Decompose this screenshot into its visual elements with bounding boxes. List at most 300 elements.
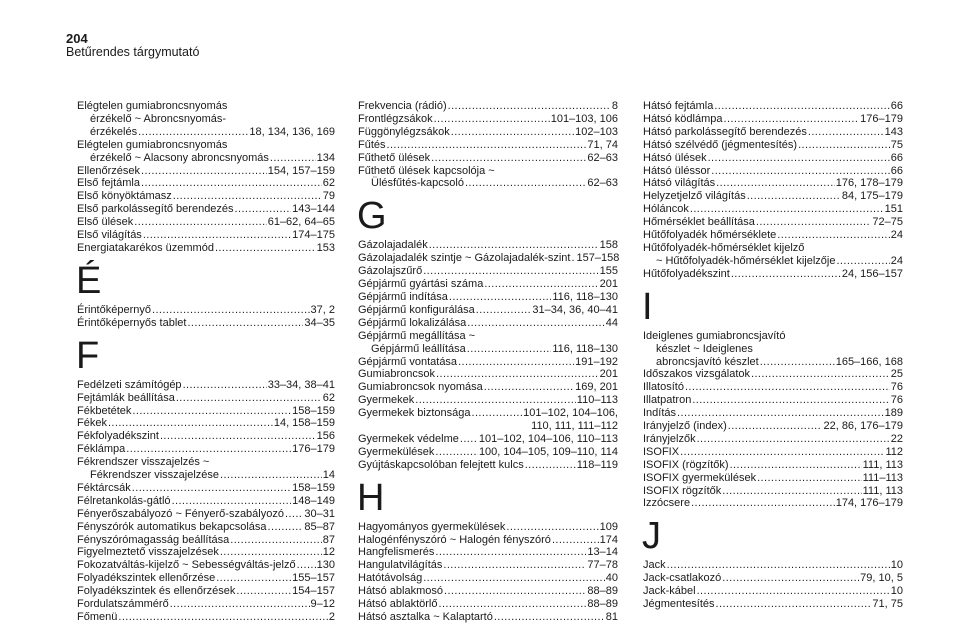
entry-pages: 189 (884, 407, 903, 420)
entry-pages: 157–158 (576, 252, 620, 265)
index-entry (358, 433, 618, 446)
entry-term: Jack-csatlakozó (643, 572, 722, 585)
dot-leader (467, 317, 605, 330)
index-entry (358, 381, 618, 394)
dot-leader (423, 265, 598, 278)
index-entry (358, 368, 618, 381)
entry-pages: 66 (890, 100, 903, 112)
entry-term: Gépjármű lokalizálása (358, 316, 467, 329)
entry-term: Hátsó asztalka ~ Kalaptartó (358, 611, 493, 623)
section-letter: H (357, 476, 385, 519)
entry-term: Első könyöktámasz (77, 190, 172, 203)
entry-pages: 24 (890, 254, 903, 267)
entry-pages: 151 (884, 203, 903, 216)
index-entry (77, 139, 335, 165)
entry-pages: 176–179 (860, 112, 903, 125)
index-entry (358, 330, 618, 356)
index-entry (77, 216, 335, 229)
dot-leader (747, 190, 841, 203)
dot-leader (798, 139, 890, 152)
index-entry (77, 508, 335, 521)
index-entry (643, 216, 903, 229)
index-entry (358, 317, 618, 330)
index-entry (77, 443, 335, 456)
index-entry (358, 165, 618, 191)
entry-term: Függönylégzsákok (358, 125, 450, 138)
entry-pages: 148–149 (292, 494, 335, 507)
entry-term: érzékelés (90, 125, 138, 138)
dot-leader (757, 472, 862, 485)
dot-leader (448, 100, 611, 113)
entry-pages: 24 (890, 229, 903, 242)
entry-term: Gázolajszűrő (358, 265, 423, 278)
index-entry (643, 459, 903, 472)
dot-leader (494, 611, 605, 624)
entry-pages: 156 (316, 430, 335, 443)
dot-leader (108, 417, 273, 430)
entry-pages: 143–144 (292, 203, 335, 216)
index-entry (643, 559, 903, 572)
entry-pages: 62–63 (587, 177, 618, 190)
entry-pages: 71, 74 (587, 138, 618, 151)
dot-leader (667, 559, 890, 572)
entry-term: Gyermekülések (358, 445, 435, 458)
dot-leader (724, 113, 860, 126)
dot-leader (220, 546, 322, 559)
entry-term: Illatpatron (643, 394, 692, 407)
entry-pages: 87 (322, 533, 335, 546)
entry-term: Hátsó üléssor (643, 164, 711, 177)
entry-term: Gépjármű gyártási száma (358, 278, 484, 291)
dot-leader (439, 598, 587, 611)
index-entry (643, 598, 903, 611)
dot-leader (160, 430, 316, 443)
index-entry (358, 521, 618, 534)
index-entry (643, 203, 903, 216)
entry-pages: 24, 156–157 (841, 267, 903, 280)
entry-term: Ellenőrzések (77, 164, 140, 177)
dot-leader (680, 446, 884, 459)
entry-line: Fékrendszer visszajelzés ~ (77, 456, 210, 469)
dot-leader (690, 203, 884, 216)
entry-term: Érintőképernyő (77, 303, 151, 316)
page-title: Betűrendes tárgymutató (66, 45, 200, 59)
index-entry (77, 203, 335, 216)
entry-term: Gyermekek biztonsága (358, 407, 471, 420)
index-entry (77, 598, 335, 611)
index-entry (643, 139, 903, 152)
entry-term: Gyújtáskapcsolóban felejtett kulcs (358, 458, 524, 471)
dot-leader (152, 304, 310, 317)
entry-term: Hátsó világítás (643, 177, 716, 190)
index-entry (643, 394, 903, 407)
index-entry (358, 304, 618, 317)
entry-pages: 62 (322, 391, 335, 404)
dot-leader (415, 394, 576, 407)
entry-term: Fékrendszer visszajelzése (90, 469, 219, 482)
dot-leader (187, 317, 303, 330)
section-letter: G (357, 195, 387, 238)
index-entry (643, 572, 903, 585)
entry-pages: 174 (599, 533, 618, 546)
dot-leader (183, 379, 267, 392)
index-entry (358, 139, 618, 152)
dot-leader (808, 126, 884, 139)
index-entry (358, 252, 618, 265)
entry-pages: 71, 75 (872, 598, 903, 611)
entry-term: abroncsjavító készlet (656, 355, 759, 368)
dot-leader (484, 278, 598, 291)
index-entry (358, 113, 618, 126)
dot-leader (285, 508, 303, 521)
index-entry (77, 559, 335, 572)
entry-term: Első parkolássegítő berendezés (77, 203, 234, 216)
index-entry (358, 100, 618, 113)
entry-term: Fűthető ülések (358, 151, 431, 164)
entry-term: Irányjelzők (643, 432, 696, 445)
entry-pages: 34–35 (304, 316, 335, 329)
section-letter: J (642, 515, 661, 558)
entry-term: Hátsó szélvédő (jégmentesítés) (643, 138, 798, 151)
index-entry (358, 534, 618, 547)
dot-leader (236, 585, 291, 598)
entry-pages: 79 (322, 190, 335, 203)
index-entry (643, 100, 903, 113)
dot-leader (431, 152, 586, 165)
dot-leader (141, 177, 322, 190)
index-entry (643, 190, 903, 203)
entry-term: Gumiabroncsok nyomása (358, 381, 483, 394)
dot-leader (170, 598, 310, 611)
section-letter: I (642, 285, 653, 328)
entry-pages: 25 (890, 368, 903, 381)
index-column-2 (358, 100, 618, 624)
entry-term: Főmenü (77, 611, 118, 623)
entry-term: Első fejtámla (77, 177, 140, 190)
dot-leader (716, 177, 835, 190)
dot-leader (435, 446, 478, 459)
dot-leader (134, 216, 266, 229)
entry-term: Gépjármű vontatása (358, 355, 458, 368)
entry-term: ISOFIX (643, 445, 680, 458)
dot-leader (172, 495, 292, 508)
dot-leader (728, 420, 823, 433)
entry-pages: 22, 86, 176–179 (823, 420, 903, 433)
dot-leader (777, 229, 889, 242)
entry-term: Gyermekek védelme (358, 432, 459, 445)
entry-pages: 85–87 (304, 520, 335, 533)
entry-pages: 174, 176–179 (835, 497, 903, 510)
index-entry (77, 229, 335, 242)
entry-term: Hangulatvilágítás (358, 559, 443, 572)
dot-leader (132, 482, 291, 495)
entry-term: Hátsó parkolássegítő berendezés (643, 125, 807, 138)
entry-term: Frekvencia (rádió) (358, 100, 447, 112)
index-entry (358, 278, 618, 291)
entry-line: készlet ~ Ideiglenes (656, 342, 753, 355)
index-entry (358, 446, 618, 459)
dot-leader (268, 521, 304, 534)
dot-leader (270, 152, 316, 165)
dot-leader (692, 394, 889, 407)
index-entry (358, 598, 618, 611)
index-entry (77, 317, 335, 330)
entry-pages: 109 (599, 520, 618, 533)
entry-pages: 81 (605, 611, 618, 623)
entry-term: Folyadékszintek és ellenőrzések (77, 585, 236, 598)
index-entry (77, 546, 335, 559)
section-letter: F (76, 334, 100, 377)
index-entry (77, 430, 335, 443)
entry-pages: 76 (890, 394, 903, 407)
entry-pages: 62 (322, 177, 335, 190)
entry-pages: 13–14 (587, 546, 618, 559)
dot-leader (552, 534, 599, 547)
index-entry (643, 165, 903, 178)
entry-pages-continued: 110, 111, 111–112 (531, 420, 618, 433)
entry-pages: 174–175 (292, 229, 335, 242)
dot-leader (714, 100, 889, 113)
entry-pages: 66 (890, 164, 903, 177)
entry-term: Hagyományos gyermekülések (358, 520, 506, 533)
entry-term: Gyermekek (358, 394, 415, 407)
index-column-1 (77, 100, 335, 624)
entry-term: ~ Hűtőfolyadék-hőmérséklet kijelzője (656, 254, 836, 267)
entry-pages: 62–63 (587, 151, 618, 164)
entry-pages: 169, 201 (575, 381, 618, 394)
dot-leader (708, 152, 890, 165)
entry-term: Helyzetjelző világítás (643, 190, 746, 203)
index-entry (77, 495, 335, 508)
index-entry (643, 446, 903, 459)
index-entry (643, 433, 903, 446)
dot-leader (230, 534, 322, 547)
index-entry (358, 152, 618, 165)
entry-term: Frontlégzsákok (358, 112, 433, 125)
index-entry (358, 291, 618, 304)
entry-pages: 153 (316, 241, 335, 254)
entry-term: Jack (643, 559, 666, 572)
index-entry (643, 229, 903, 242)
entry-pages: 155–157 (292, 572, 335, 585)
entry-pages: 158–159 (292, 404, 335, 417)
entry-term: Fordulatszámmérő (77, 598, 169, 611)
entry-pages: 201 (599, 278, 618, 291)
index-entry (643, 330, 903, 369)
entry-term: ISOFIX (rögzítők) (643, 458, 729, 471)
index-entry (643, 407, 903, 420)
entry-pages: 8 (611, 100, 618, 112)
dot-leader (443, 559, 586, 572)
dot-leader (235, 203, 292, 216)
index-entry (77, 242, 335, 255)
entry-term: Gumiabroncsok (358, 368, 436, 381)
index-entry (77, 611, 335, 624)
entry-pages: 102–103 (575, 125, 618, 138)
dot-leader (429, 239, 599, 252)
entry-term: Figyelmeztető visszajelzések (77, 546, 219, 559)
entry-term: Fokozatváltás-kijelző ~ Sebességváltás-jelző (77, 559, 296, 572)
entry-term: Hatótávolság (358, 572, 423, 585)
entry-pages: 101–103, 106 (550, 112, 618, 125)
index-entry (77, 177, 335, 190)
index-entry (358, 394, 618, 407)
entry-pages: 37, 2 (310, 303, 335, 316)
entry-term: Fedélzeti számítógép (77, 378, 182, 391)
entry-pages: 9–12 (310, 598, 335, 611)
dot-leader (141, 165, 267, 178)
dot-leader (387, 139, 587, 152)
index-entry (643, 472, 903, 485)
entry-term: Érintőképernyős tablet (77, 316, 187, 329)
index-entry (358, 611, 618, 624)
index-entry (358, 265, 618, 278)
entry-term: Hőmérséklet beállítása (643, 216, 755, 229)
entry-pages: 84, 175–179 (841, 190, 903, 203)
entry-term: Ülésfűtés-kapcsoló (371, 177, 464, 190)
entry-term: Irányjelző (index) (643, 420, 727, 433)
entry-term: Féktárcsák (77, 481, 131, 494)
entry-pages: 101–102, 104–106, (523, 407, 618, 420)
entry-pages: 116, 118–130 (552, 342, 618, 355)
dot-leader (697, 433, 890, 446)
index-entry (77, 392, 335, 405)
index-entry (77, 100, 335, 139)
entry-pages: 118–119 (576, 458, 618, 471)
entry-pages: 158–159 (292, 481, 335, 494)
entry-term: ISOFIX rögzítők (643, 484, 722, 497)
entry-term: Gépjármű konfigurálása (358, 303, 475, 316)
entry-pages: 116, 118–130 (552, 290, 618, 303)
entry-pages: 158 (599, 239, 618, 252)
entry-pages: 10 (890, 559, 903, 572)
entry-pages: 165–166, 168 (835, 355, 903, 368)
dot-leader (173, 190, 322, 203)
entry-term: Fékek (77, 417, 107, 430)
dot-leader (472, 407, 523, 420)
entry-pages: 40 (605, 572, 618, 585)
entry-term: Hátsó ablaktörlő (358, 598, 438, 611)
index-entry (77, 190, 335, 203)
entry-term: Hűtőfolyadék hőmérséklete (643, 229, 777, 242)
entry-pages: 14 (322, 469, 335, 482)
dot-leader (484, 381, 574, 394)
index-entry (643, 242, 903, 268)
index-entry (358, 559, 618, 572)
entry-line: Fűthető ülések kapcsolója ~ (358, 164, 495, 177)
entry-term: Félretankolás-gátló (77, 494, 171, 507)
dot-leader (118, 611, 328, 624)
index-entry (358, 572, 618, 585)
entry-pages: 22 (890, 432, 903, 445)
index-entry (643, 485, 903, 498)
index-entry (77, 482, 335, 495)
index-entry (77, 379, 335, 392)
index-entry (358, 126, 618, 139)
index-column-3 (643, 100, 903, 611)
dot-leader (756, 216, 872, 229)
page-header (66, 32, 199, 60)
entry-pages: 33–34, 38–41 (267, 378, 335, 391)
entry-pages: 31–34, 36, 40–41 (532, 303, 618, 316)
entry-term: Féklámpa (77, 443, 126, 456)
dot-leader (476, 304, 532, 317)
index-entry (77, 572, 335, 585)
dot-leader (691, 497, 835, 510)
entry-pages: 10 (890, 585, 903, 598)
index-entry (643, 420, 903, 433)
entry-term: Indítás (643, 407, 677, 420)
entry-pages: 72–75 (872, 216, 903, 229)
entry-line: Hűtőfolyadék-hőmérséklet kijelző (643, 241, 805, 254)
index-entry (643, 152, 903, 165)
index-entry (77, 521, 335, 534)
entry-pages: 111, 113 (862, 484, 903, 497)
entry-term: Hátsó ablakmosó (358, 585, 443, 598)
entry-pages: 134 (316, 151, 335, 164)
entry-pages: 88–89 (587, 598, 618, 611)
dot-leader (444, 585, 586, 598)
dot-leader (731, 268, 841, 281)
entry-line: Elégtelen gumiabroncsnyomás (77, 100, 228, 112)
dot-leader (506, 521, 598, 534)
index-entry (643, 497, 903, 510)
index-entry (77, 585, 335, 598)
entry-term: Fényerőszabályozó ~ Fényerő-szabályozó (77, 507, 284, 520)
index-entry (358, 459, 618, 472)
dot-leader (132, 405, 291, 418)
entry-line: Elégtelen gumiabroncsnyomás (77, 138, 228, 151)
entry-term: Folyadékszintek ellenőrzése (77, 572, 216, 585)
entry-pages: 155 (599, 265, 618, 278)
dot-leader (467, 343, 552, 356)
entry-term: Gázolajadalék (358, 239, 428, 252)
section-letter: É (76, 259, 102, 302)
index-entry (77, 405, 335, 418)
index-entry (77, 165, 335, 178)
page-number: 204 (66, 31, 88, 46)
dot-leader (126, 443, 291, 456)
index-entry (643, 368, 903, 381)
entry-pages: 143 (884, 125, 903, 138)
entry-term: Fűtés (358, 138, 386, 151)
entry-term: Hátsó ülések (643, 151, 707, 164)
dot-leader (697, 585, 890, 598)
dot-leader (716, 598, 872, 611)
entry-pages: 111–113 (862, 471, 903, 484)
index-entry (77, 417, 335, 430)
dot-leader (449, 291, 551, 304)
index-entry (358, 546, 618, 559)
entry-term: Gépjármű leállítása (371, 342, 466, 355)
index-entry (643, 113, 903, 126)
entry-pages: 12 (322, 546, 335, 559)
entry-term: Jégmentesítés (643, 598, 715, 611)
index-entry (358, 585, 618, 598)
dot-leader (760, 356, 835, 369)
index-entry (643, 585, 903, 598)
entry-term: Első ülések (77, 216, 134, 229)
entry-term: Hátsó fejtámla (643, 100, 714, 112)
index-entry (77, 304, 335, 317)
entry-term: érzékelő ~ Alacsony abroncsnyomás (90, 151, 269, 164)
entry-term: Időszakos vizsgálatok (643, 368, 750, 381)
dot-leader (215, 242, 316, 255)
entry-term: Első világítás (77, 229, 142, 242)
dot-leader (571, 252, 575, 265)
dot-leader (836, 255, 889, 268)
index-entry (77, 456, 335, 482)
